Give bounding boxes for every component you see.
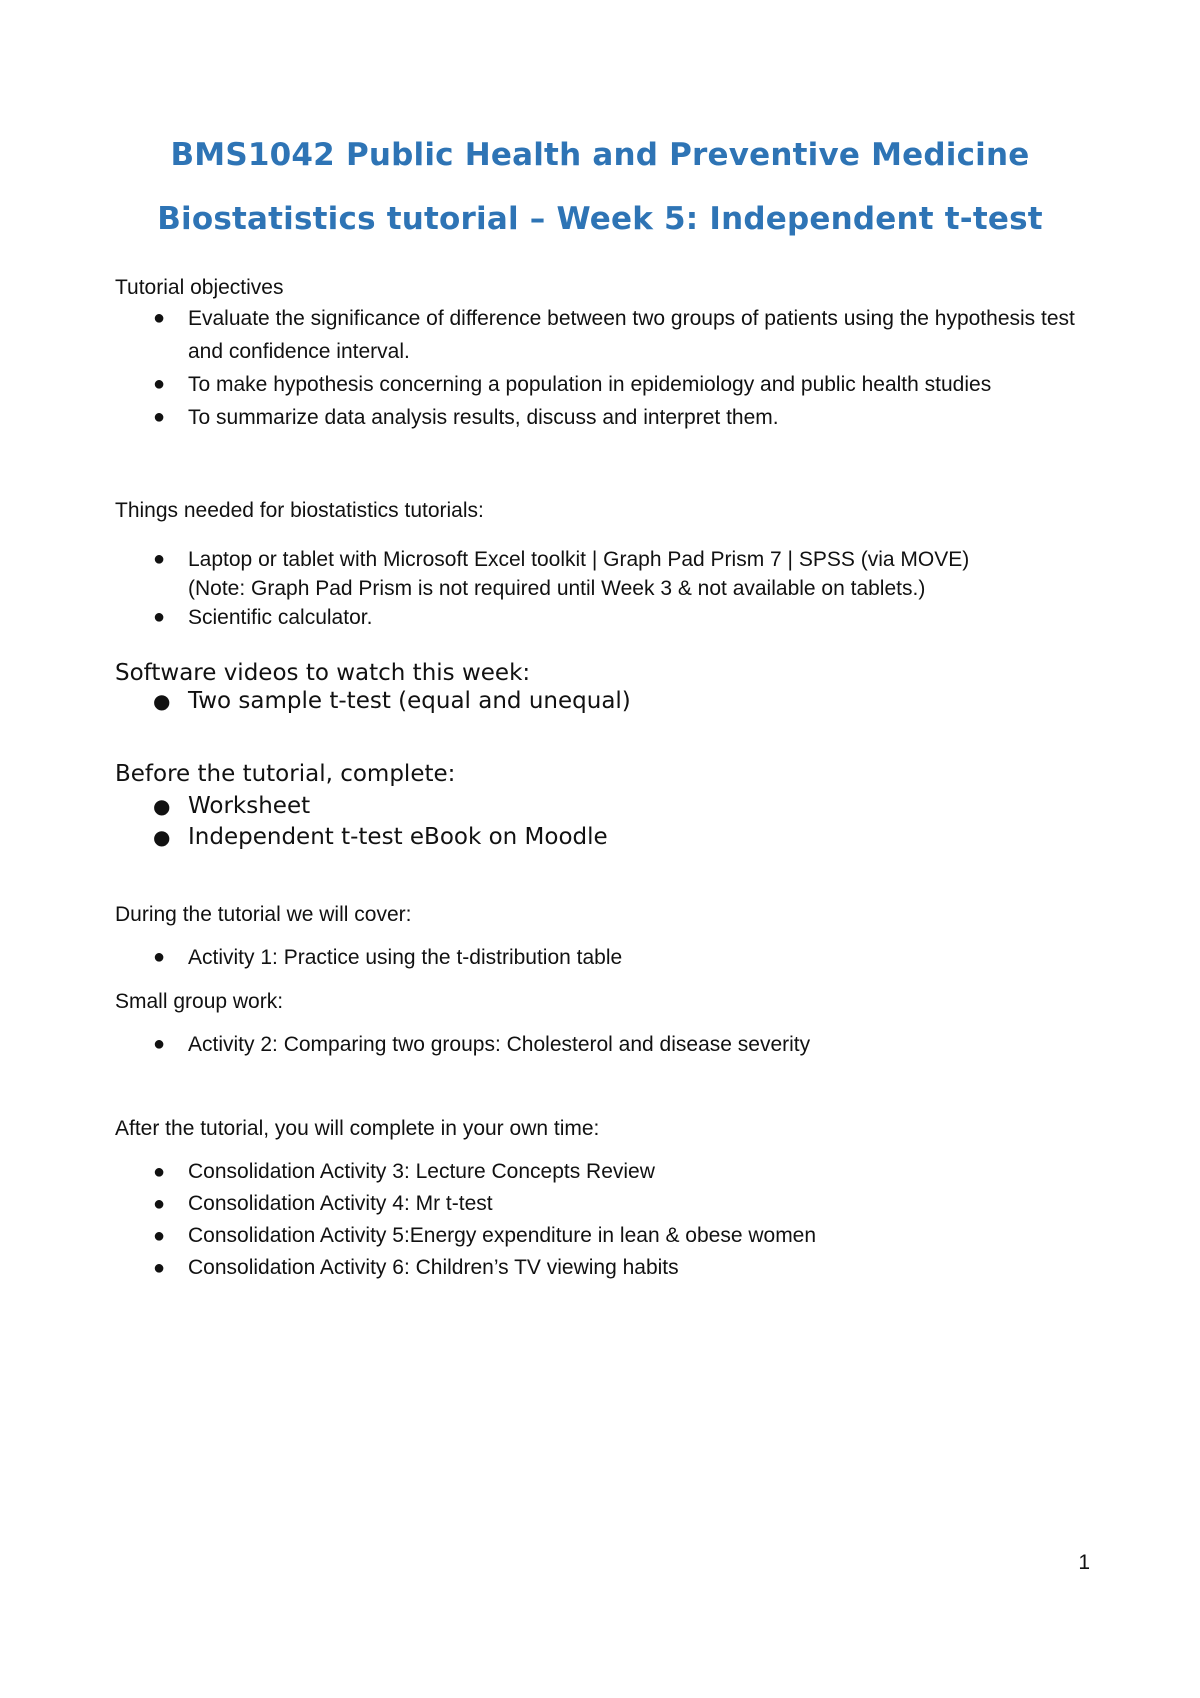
bullet-icon: ●: [153, 1193, 166, 1215]
document-title-course: BMS1042 Public Health and Preventive Medicine: [170, 137, 1030, 173]
list-item: [115, 1188, 1115, 1220]
list-item: [115, 791, 1115, 822]
bullet-icon: ●: [153, 1161, 166, 1183]
after-tutorial-text: Consolidation Activity 4: Mr t-test: [188, 1192, 493, 1215]
objective-text: To summarize data analysis results, discuss and interpret them.: [188, 406, 779, 429]
bullet-icon: ●: [153, 1225, 166, 1247]
after-tutorial-text: Consolidation Activity 3: Lecture Concepts Review: [188, 1160, 655, 1183]
list-item: [115, 941, 1115, 974]
bullet-icon: ●: [153, 307, 166, 329]
small-group-list: [115, 1028, 1115, 1061]
things-needed-heading: Things needed for biostatistics tutorials:: [115, 499, 484, 522]
page-number: 1: [1078, 1551, 1090, 1574]
things-needed-list: [115, 545, 1115, 632]
during-tutorial-text: Activity 1: Practice using the t-distribution table: [188, 946, 623, 969]
during-tutorial-list: [115, 941, 1115, 974]
objective-text: To make hypothesis concerning a population in epidemiology and public health studies: [188, 373, 992, 396]
list-item: [115, 1220, 1115, 1252]
list-item: [115, 368, 1115, 401]
objective-text: Evaluate the significance of difference between two groups of patients using the hypothesis test and confidence interval.: [188, 307, 1075, 363]
small-group-heading: Small group work:: [115, 990, 284, 1013]
bullet-icon: ●: [153, 373, 166, 395]
before-tutorial-heading: Before the tutorial, complete:: [115, 761, 456, 787]
before-tutorial-text: Worksheet: [188, 793, 311, 819]
list-item: [115, 1028, 1115, 1061]
bullet-icon: ●: [153, 689, 171, 713]
list-item: [115, 545, 1115, 603]
bullet-icon: ●: [153, 825, 171, 849]
bullet-icon: ●: [153, 406, 166, 428]
list-item: [115, 401, 1115, 434]
software-videos-list: [115, 686, 1115, 717]
bullet-icon: ●: [153, 548, 166, 570]
list-item: [115, 1156, 1115, 1188]
bullet-icon: ●: [153, 606, 166, 628]
document-title-tutorial: Biostatistics tutorial – Week 5: Independent t-test: [157, 201, 1043, 237]
during-tutorial-heading: During the tutorial we will cover:: [115, 903, 412, 926]
after-tutorial-list: [115, 1156, 1115, 1284]
list-item: [115, 603, 1115, 632]
before-tutorial-text: Independent t-test eBook on Moodle: [188, 824, 608, 850]
list-item: [115, 686, 1115, 717]
things-needed-text: Laptop or tablet with Microsoft Excel toolkit | Graph Pad Prism 7 | SPSS (via MOVE): [188, 548, 970, 571]
bullet-icon: ●: [153, 794, 171, 818]
objectives-heading: Tutorial objectives: [115, 276, 284, 299]
after-tutorial-heading: After the tutorial, you will complete in your own time:: [115, 1117, 600, 1140]
after-tutorial-text: Consolidation Activity 6: Children’s TV viewing habits: [188, 1256, 679, 1279]
things-needed-text: Scientific calculator.: [188, 606, 373, 629]
list-item: [115, 1252, 1115, 1284]
after-tutorial-text: Consolidation Activity 5:Energy expenditure in lean & obese women: [188, 1224, 817, 1247]
bullet-icon: ●: [153, 1033, 166, 1055]
software-videos-heading: Software videos to watch this week:: [115, 660, 531, 686]
list-item: [115, 822, 1115, 853]
before-tutorial-list: [115, 791, 1115, 853]
bullet-icon: ●: [153, 946, 166, 968]
bullet-icon: ●: [153, 1257, 166, 1279]
objectives-list: [115, 302, 1115, 434]
things-needed-note: (Note: Graph Pad Prism is not required until Week 3 & not available on tablets.): [188, 577, 926, 600]
software-video-text: Two sample t-test (equal and unequal): [188, 688, 631, 714]
small-group-text: Activity 2: Comparing two groups: Cholesterol and disease severity: [188, 1033, 811, 1056]
list-item: [115, 302, 1115, 368]
